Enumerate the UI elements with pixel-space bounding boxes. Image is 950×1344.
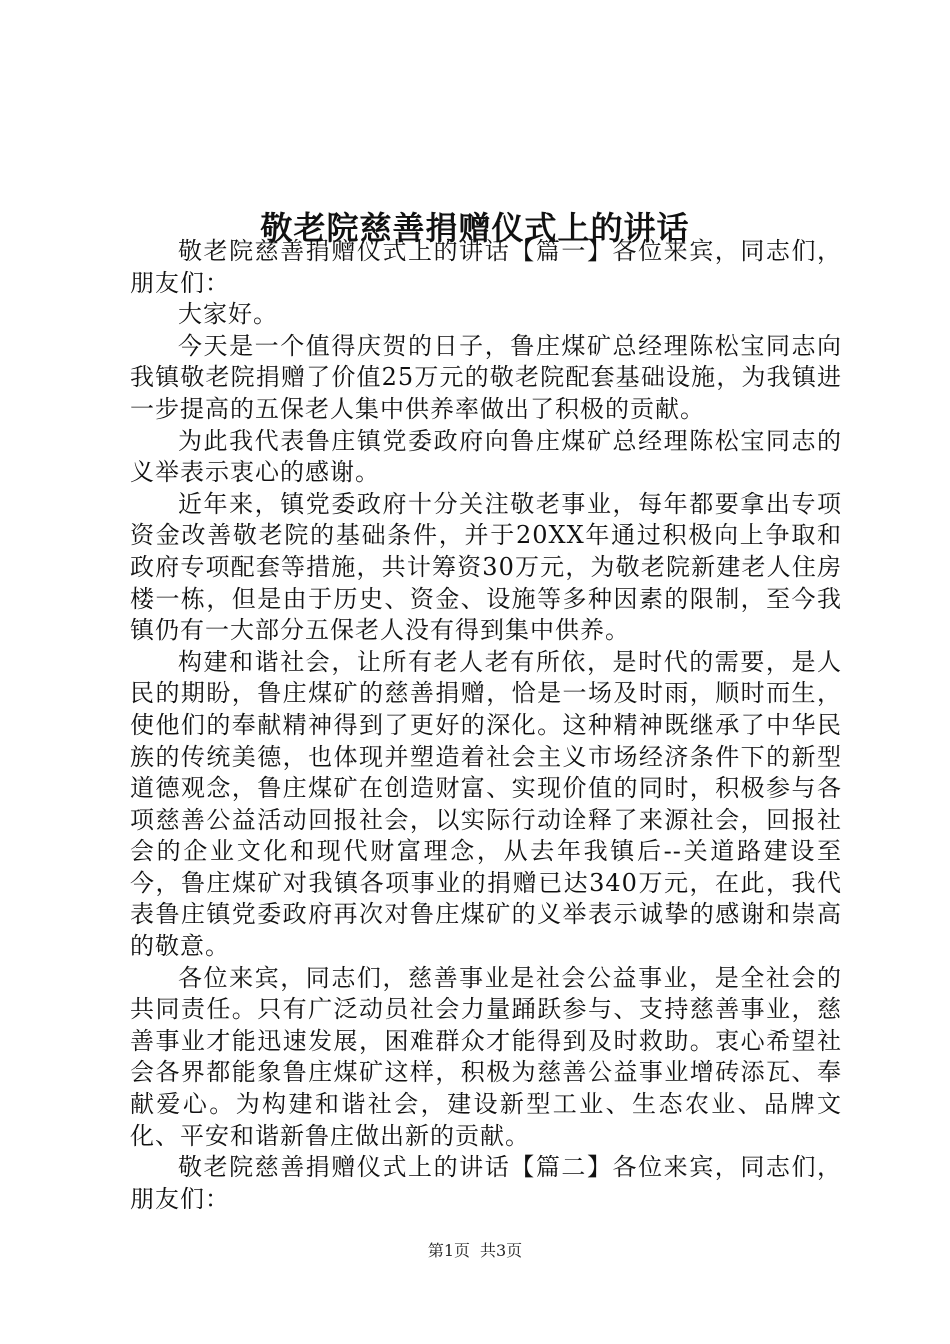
paragraph: 为此我代表鲁庄镇党委政府向鲁庄煤矿总经理陈松宝同志的义举表示衷心的感谢。 — [130, 426, 842, 487]
paragraph: 构建和谐社会，让所有老人老有所依，是时代的需要，是人民的期盼，鲁庄煤矿的慈善捐赠，恰是一场及时雨，顺时而生，使他们的奉献精神得到了更好的深化。这种精神既继承了中华民族的传统美德，也体现并塑造着社会主义市场经济条件下的新型道德观念，鲁庄煤矿在创造财富、实现价值的同时，积极参与各项慈善公益活动回报社会，以实际行动诠释了来源社会，回报社会的企业文化和现代财富理念，从去年我镇后--关道路建设至今，鲁庄煤矿对我镇各项事业的捐赠已达340万元，在此，我代表鲁庄镇党委政府再次对鲁庄煤矿的义举表示诚挚的感谢和崇高的敬意。 — [130, 647, 842, 961]
paragraph: 敬老院慈善捐赠仪式上的讲话【篇一】各位来宾，同志们，朋友们： — [130, 237, 842, 297]
paragraph: 敬老院慈善捐赠仪式上的讲话【篇二】各位来宾，同志们，朋友们： — [130, 1153, 842, 1213]
page-number: 第1页 — [427, 1241, 470, 1260]
document-body — [130, 236, 842, 1215]
document-title: 敬老院慈善捐赠仪式上的讲话 — [260, 209, 690, 248]
paragraph: 今天是一个值得庆贺的日子，鲁庄煤矿总经理陈松宝同志向我镇敬老院捐赠了价值25万元的敬老院配套基础设施，为我镇进一步提高的五保老人集中供养率做出了积极的贡献。 — [130, 331, 842, 423]
page-footer — [0, 1240, 950, 1262]
page-total: 共3页 — [480, 1241, 523, 1260]
paragraph: 各位来宾，同志们，慈善事业是社会公益事业，是全社会的共同责任。只有广泛动员社会力量踊跃参与、支持慈善事业，慈善事业才能迅速发展，困难群众才能得到及时救助。衷心希望社会各界都能象鲁庄煤矿这样，积极为慈善公益事业增砖添瓦、奉献爱心。为构建和谐社会，建设新型工业、生态农业、品牌文化、平安和谐新鲁庄做出新的贡献。 — [130, 963, 842, 1150]
paragraph: 大家好。 — [178, 300, 278, 329]
paragraph: 近年来，镇党委政府十分关注敬老事业，每年都要拿出专项资金改善敬老院的基础条件，并于20XX年通过积极向上争取和政府专项配套等措施，共计筹资30万元，为敬老院新建老人住房楼一栋，但是由于历史、资金、设施等多种因素的限制，至今我镇仍有一大部分五保老人没有得到集中供养。 — [130, 489, 842, 645]
